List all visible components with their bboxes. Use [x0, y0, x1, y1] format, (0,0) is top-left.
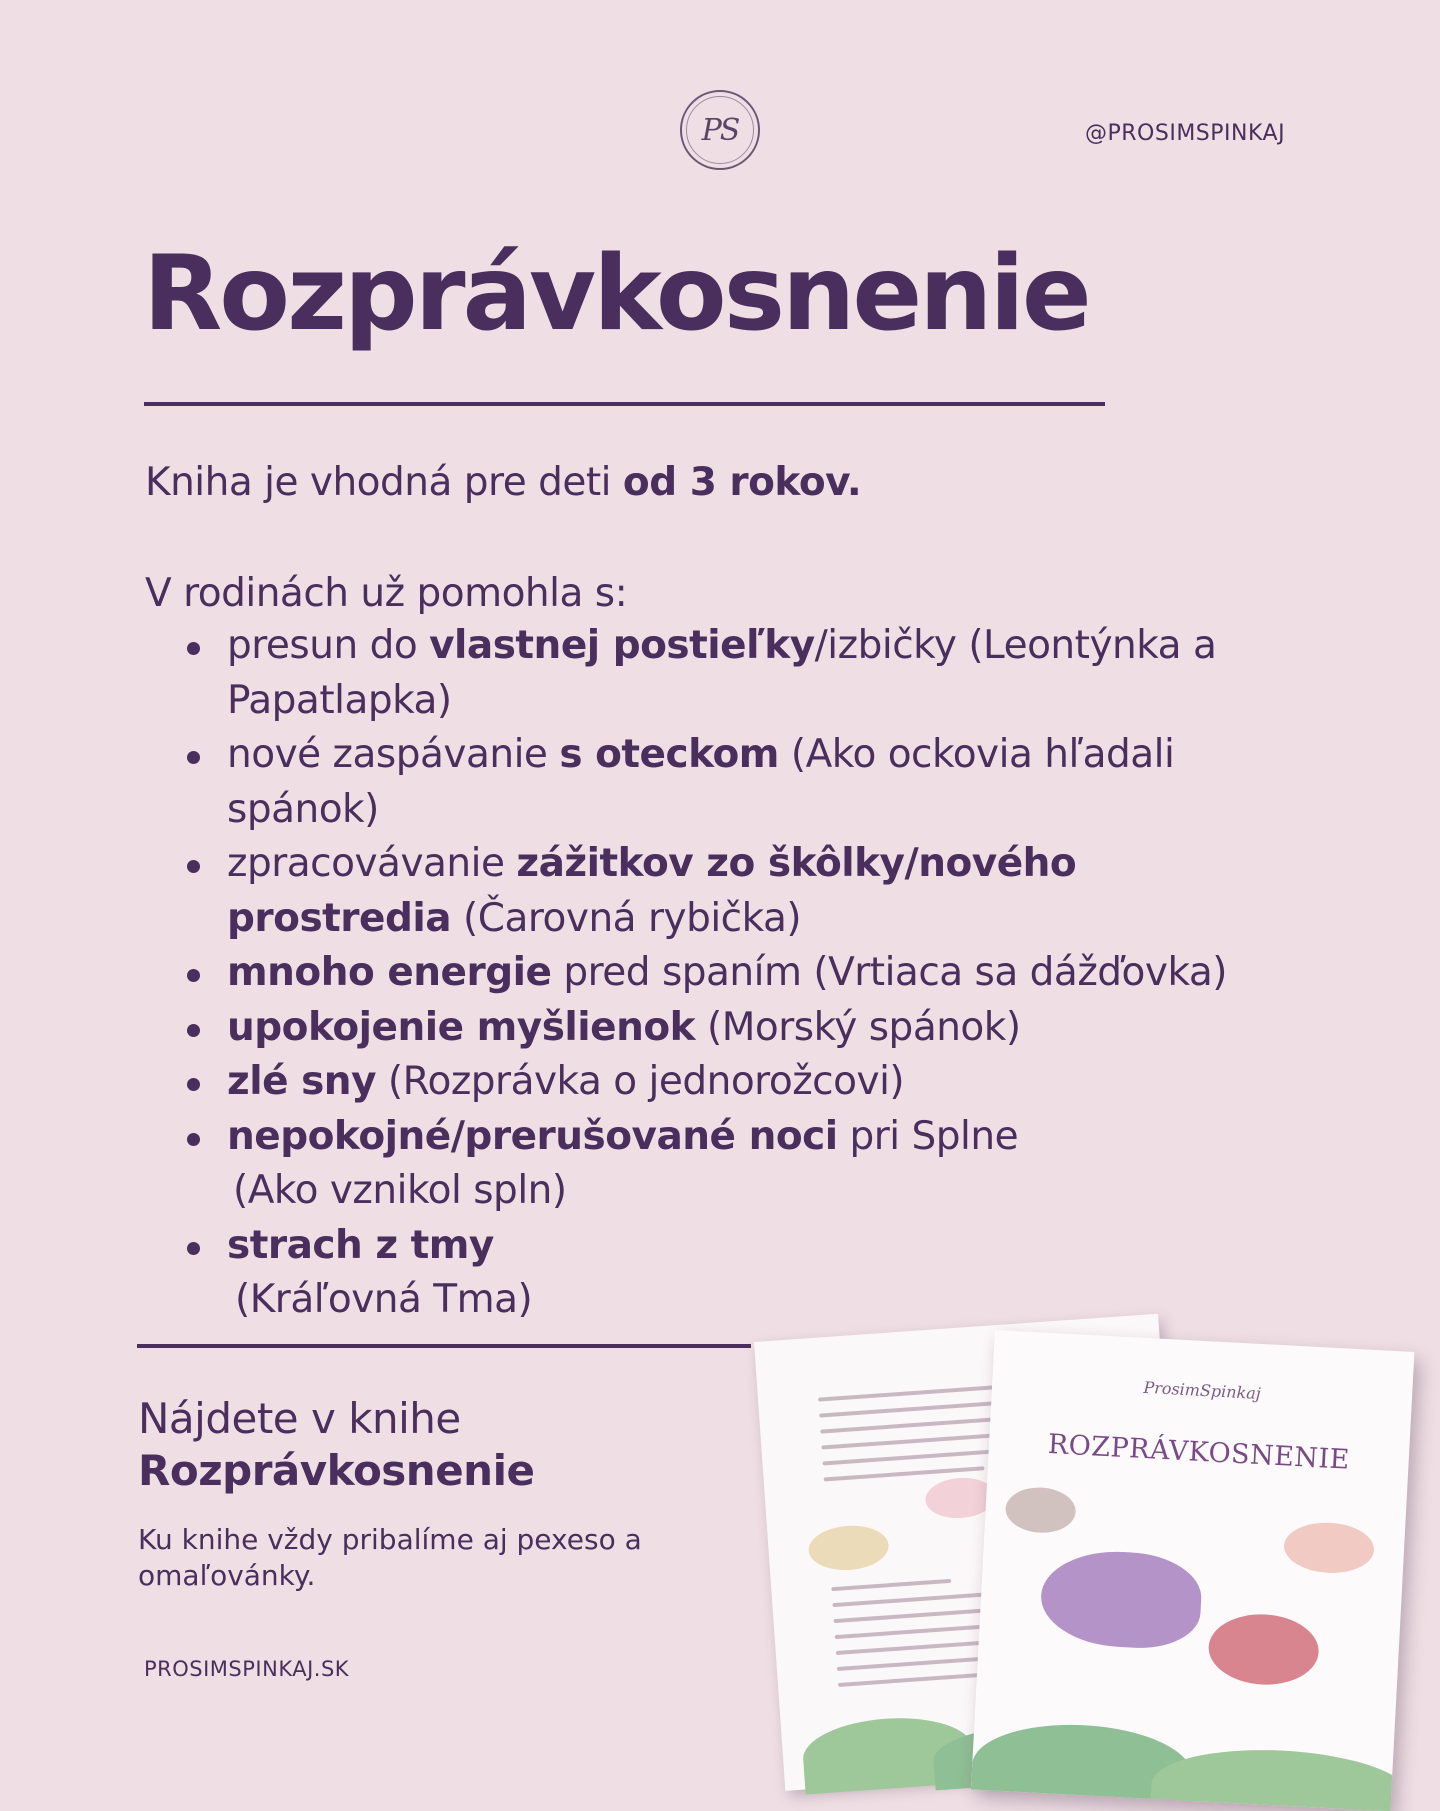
- item-bold: zážitkov zo škôlky/nového prostredia: [227, 841, 1077, 941]
- list-item: [145, 728, 1305, 837]
- dragon-illustration: [1207, 1612, 1321, 1688]
- social-handle: @PROSIMSPINKAJ: [1085, 121, 1286, 146]
- hill-illustration: [1149, 1744, 1413, 1811]
- item-text: (Morský spánok): [695, 1004, 1021, 1050]
- helped-title: V rodinách už pomohla s:: [145, 571, 628, 616]
- item-text: presun do: [227, 623, 430, 668]
- find-in-book: [138, 1393, 534, 1497]
- bullet-icon: [187, 969, 200, 982]
- item-text: (Rozprávka o jednorožcovi): [376, 1059, 905, 1104]
- list-item: [145, 619, 1305, 728]
- book-front-cover: [971, 1330, 1414, 1811]
- cover-title: ROZPRÁVKOSNENIE: [1047, 1428, 1351, 1476]
- list-item: [145, 1110, 1305, 1219]
- bullet-icon: [187, 1133, 200, 1146]
- find-text: Nájdete v knihe: [138, 1394, 461, 1443]
- item-bold: nepokojné/prerušované noci: [227, 1113, 838, 1159]
- item-text: pred spaním (Vrtiaca sa dážďovka): [551, 950, 1228, 995]
- cover-brand: ProsimSpinkaj: [1143, 1377, 1262, 1403]
- age-bold: od 3 rokov.: [622, 460, 862, 505]
- cloud-illustration: [1005, 1486, 1077, 1535]
- bullet-icon: [187, 1024, 200, 1037]
- item-text: (Ako vznikol spln): [233, 1168, 567, 1213]
- item-text: /izbičky (Leontýnka a Papatlapka): [227, 623, 1217, 723]
- list-item: [145, 837, 1305, 946]
- item-bold: s oteckom: [559, 732, 779, 777]
- cloud-illustration: [807, 1523, 890, 1572]
- item-text: pri Splne: [837, 1113, 1019, 1159]
- logo: [680, 90, 760, 170]
- title-divider: [144, 402, 1105, 406]
- book-image: [750, 1290, 1440, 1799]
- age-recommendation: [145, 455, 861, 511]
- section-divider: [137, 1344, 751, 1348]
- logo-text: PS: [701, 112, 739, 148]
- item-bold: vlastnej postieľky: [429, 623, 815, 668]
- bullet-icon: [187, 1078, 200, 1091]
- website-link[interactable]: PROSIMSPINKAJ.SK: [144, 1657, 350, 1681]
- list-item: [145, 1001, 1305, 1056]
- helped-list: [145, 619, 1305, 1328]
- item-text: zpracovávanie: [227, 841, 517, 886]
- age-text: Kniha je vhodná pre deti: [145, 460, 623, 505]
- bullet-icon: [187, 1242, 200, 1255]
- book-name: Rozprávkosnenie: [138, 1446, 535, 1495]
- item-bold: mnoho energie: [227, 950, 552, 995]
- item-text: nové zaspávanie: [227, 732, 560, 777]
- item-text: (Kráľovná Tma): [235, 1277, 533, 1322]
- item-bold: zlé sny: [227, 1059, 376, 1104]
- page-title: Rozprávkosnenie: [143, 234, 1089, 354]
- bullet-icon: [187, 860, 200, 873]
- item-text: (Ako ockovia hľadali spánok): [227, 732, 1175, 832]
- bonus-note: Ku knihe vždy pribalíme aj pexeso a omaľovánky.: [138, 1523, 642, 1592]
- bullet-icon: [187, 642, 200, 655]
- unicorn-illustration: [1039, 1548, 1204, 1651]
- list-item: [145, 946, 1305, 1001]
- list-item: [145, 1055, 1305, 1110]
- item-bold: strach z tmy: [227, 1222, 494, 1268]
- bullet-icon: [187, 751, 200, 764]
- item-text: (Čarovná rybička): [451, 895, 802, 941]
- cloud-illustration: [1283, 1520, 1375, 1575]
- item-bold: upokojenie myšlienok: [227, 1004, 696, 1050]
